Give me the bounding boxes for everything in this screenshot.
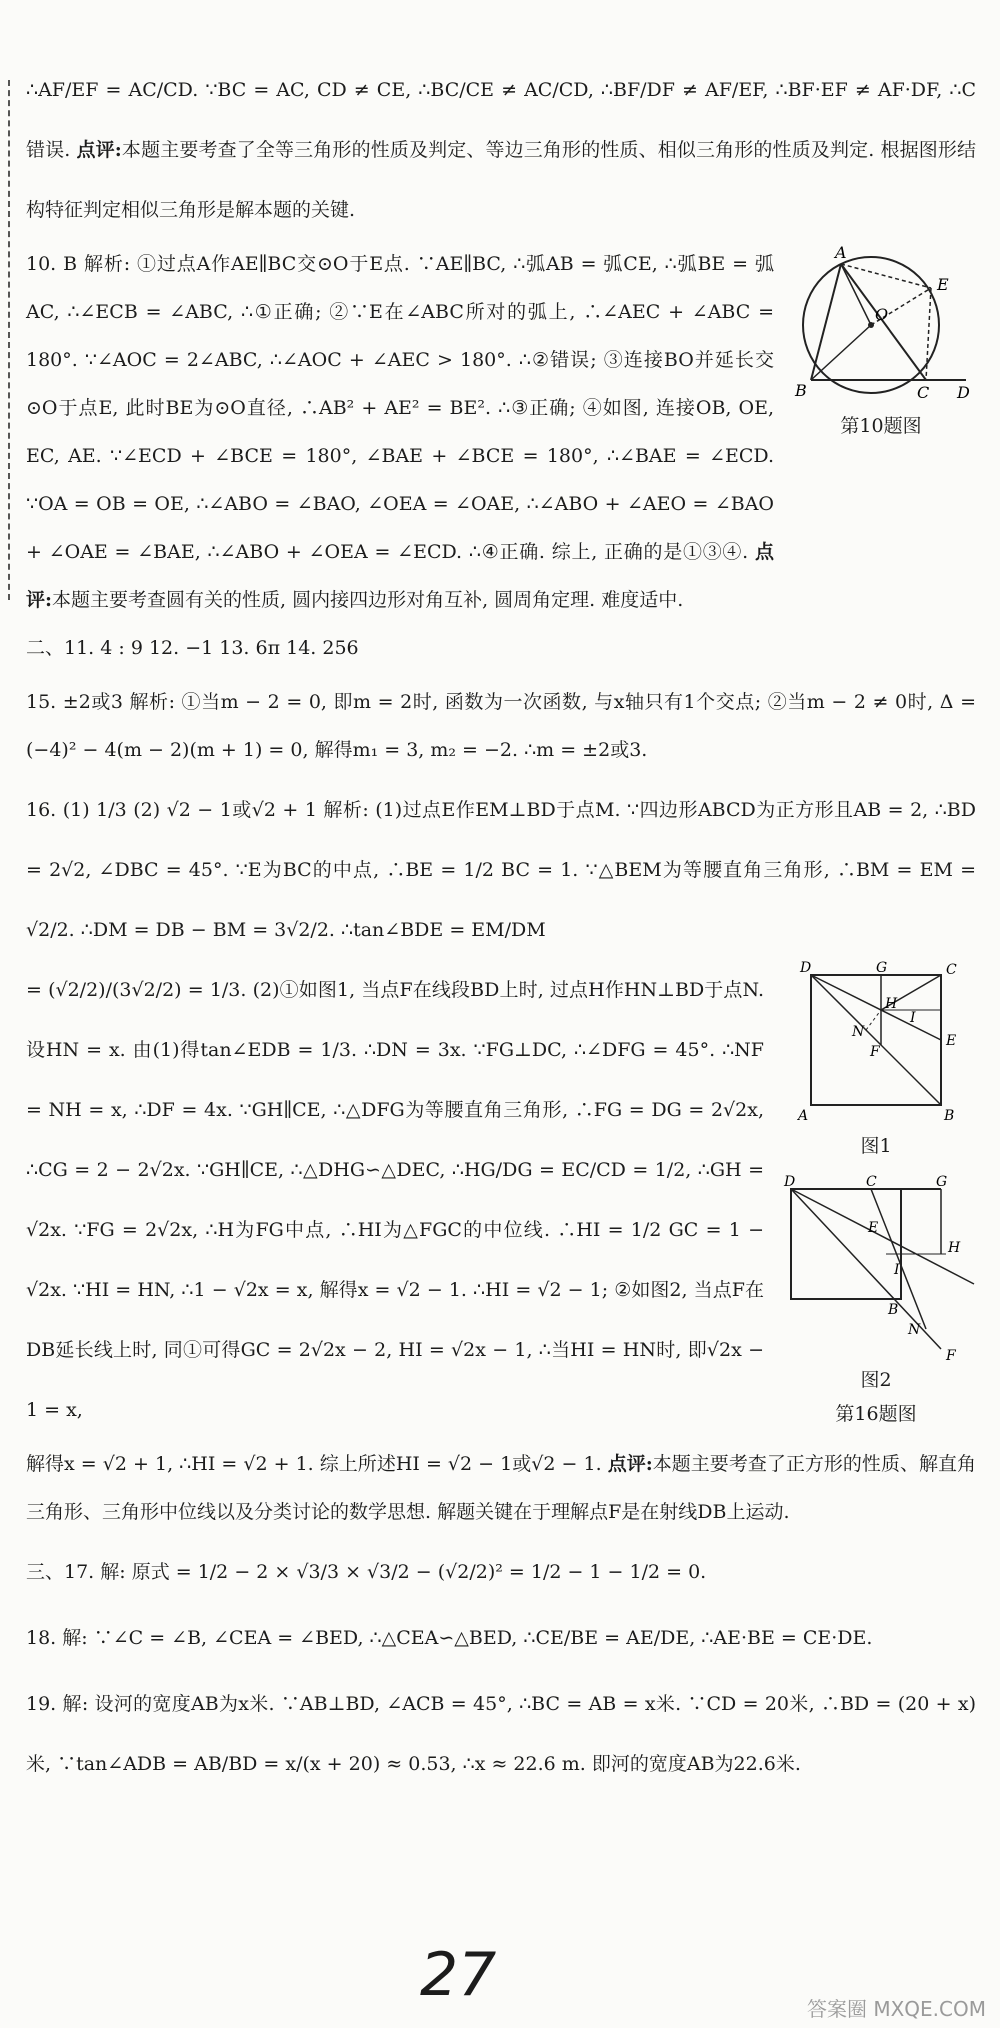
comment-label: 点评:	[76, 139, 122, 161]
q16-part1: 16. (1) 1/3 (2) √2 − 1或√2 + 1 解析: (1)过点E作EM⊥BD于点M. ∵四边形ABCD为正方形且AB = 2, ∴BD = 2√2, ∠DBC = 45°. ∵E为BC的中点, ∴BE = 1/2 BC = 1. ∵△BEM为等腰直角三角形, ∴BM = EM = √2/2. ∴DM = DB − BM = 3√2/2. ∴tan∠BDE = EM/DM	[26, 799, 976, 941]
label-N: N	[908, 1322, 921, 1338]
q10-block	[26, 240, 976, 624]
circle-diagram	[791, 240, 971, 410]
q18-solution: 18. 解: ∵∠C = ∠B, ∠CEA = ∠BED, ∴△CEA∽△BED, ∴CE/BE = AE/DE, ∴AE·BE = CE·DE.	[26, 1627, 873, 1649]
q16-conclusion	[26, 1440, 976, 1536]
label-O: O	[875, 305, 889, 324]
label-B: B	[795, 381, 807, 400]
fig2-caption: 图2	[860, 1369, 892, 1391]
q9-comment: 本题主要考查了全等三角形的性质及判定、等边三角形的性质、相似三角形的性质及判定. 根据图形结构特征判定相似三角形是解本题的关键.	[26, 139, 976, 221]
label-G: G	[936, 1174, 948, 1190]
comment-label: 点评:	[26, 541, 774, 611]
square-diagram-1	[786, 960, 966, 1130]
label-F: F	[946, 1348, 956, 1364]
label-C: C	[946, 962, 957, 978]
q16-part2: = (√2/2)/(3√2/2) = 1/3. (2)①如图1, 当点F在线段BD上时, 过点H作HN⊥BD于点N. 设HN = x. 由(1)得tan∠EDB = 1/3. ∴DN = 3x. ∵FG⊥DC, ∴∠DFG = 45°. ∴NF = NH = x, ∴DF = 4x. ∵GH∥CE, ∴△DFG为等腰直角三角形, ∴FG = DG = 2√2x, ∴CG = 2 − 2√2x. ∵GH∥CE, ∴△DHG∽△DEC, ∴HG/DG = EC/CD = 1/2, ∴GH = √2x. ∵FG = 2√2x, ∴H为FG中点, ∴HI为△FGC的中位线. ∴HI = 1/2 GC = 1 − √2x. ∵HI = HN, ∴1 − √2x = x, 解得x = √2 − 1. ∴HI = √2 − 1; ②如图2, 当点F在DB延长线上时, 同①可得GC = 2√2x − 2, HI = √2x − 1, ∴当HI = HN时, 即√2x − 1 = x,	[26, 979, 764, 1421]
figure-16-2	[776, 1174, 976, 1426]
fig16-caption: 第16题图	[835, 1403, 917, 1425]
label-H: H	[948, 1240, 961, 1256]
label-E: E	[937, 275, 949, 294]
comment-label: 点评:	[607, 1453, 653, 1475]
label-A: A	[798, 1108, 809, 1124]
q10-solution	[26, 240, 774, 624]
figures-q16	[776, 960, 976, 1440]
binding-margin-line	[8, 80, 10, 600]
label-F: F	[870, 1044, 880, 1060]
fig1-caption: 图1	[860, 1135, 892, 1157]
figure-16-1	[776, 960, 976, 1158]
q16-text: 解得x = √2 + 1, ∴HI = √2 + 1. 综上所述HI = √2 − 1或√2 − 1.	[26, 1453, 602, 1475]
q16-block	[26, 960, 976, 1440]
watermark-text: 答案圈 MXQE.COM	[806, 1997, 986, 2021]
square-diagram-2	[776, 1174, 976, 1364]
label-C: C	[917, 383, 930, 402]
q10-comment: 本题主要考查圆有关的性质, 圆内接四边形对角互补, 圆周角定理. 难度适中.	[52, 589, 684, 611]
fill-blank-answers: 二、11. 4 : 9 12. −1 13. 6π 14. 256	[26, 637, 359, 659]
q10-text: 10. B 解析: ①过点A作AE∥BC交⊙O于E点. ∵AE∥BC, ∴弧AB = 弧CE, ∴弧BE = 弧AC, ∴∠ECB = ∠ABC, ∴①正确; ②∵E在∠ABC所对的弧上, ∴∠AEC + ∠ABC = 180°. ∵∠AOC = 2∠ABC, ∴∠AOC + ∠AEC > 180°. ∴②错误; ③连接BO并延长交⊙O于点E, 此时BE为⊙O直径, ∴AB² + AE² = BE². ∴③正确; ④如图, 连接OB, OE, EC, AE. ∵∠ECD + ∠BCE = 180°, ∠BAE + ∠BCE = 180°, ∴∠BAE = ∠ECD. ∵OA = OB = OE, ∴∠ABO = ∠BAO, ∠OEA = ∠OAE, ∴∠ABO + ∠AEO = ∠BAO + ∠OAE = ∠BAE, ∴∠ABO + ∠OEA = ∠ECD. ∴④正确. 综上, 正确的是①③④.	[26, 253, 774, 563]
label-A: A	[835, 243, 847, 262]
q16-comment: 本题主要考查了正方形的性质、解直角三角形、三角形中位线以及分类讨论的数学思想. 解题关键在于理解点F是在射线DB上运动.	[26, 1453, 976, 1523]
page-number: 27	[420, 1940, 497, 2010]
answer-page	[26, 60, 976, 1794]
figure-q10	[786, 240, 976, 624]
label-G: G	[876, 960, 888, 976]
q9-text: ∴AF/EF = AC/CD. ∵BC = AC, CD ≠ CE, ∴BC/CE ≠ AC/CD, ∴BF/DF ≠ AF/EF, ∴BF·EF ≠ AF·DF, ∴C错误.	[26, 79, 976, 161]
label-D: D	[957, 383, 970, 402]
label-H: H	[885, 996, 898, 1012]
label-B: B	[944, 1108, 955, 1124]
label-B: B	[888, 1302, 899, 1318]
q9-conclusion	[26, 60, 976, 240]
label-N: N	[852, 1024, 865, 1040]
label-E: E	[868, 1220, 879, 1236]
label-D: D	[800, 960, 812, 976]
label-I: I	[894, 1262, 900, 1278]
q19-solution: 19. 解: 设河的宽度AB为x米. ∵AB⊥BD, ∠ACB = 45°, ∴BC = AB = x米. ∵CD = 20米, ∴BD = (20 + x)米, ∵tan∠ADB = AB/BD = x/(x + 20) ≈ 0.53, ∴x ≈ 22.6 m. 即河的宽度AB为22.6米.	[26, 1693, 976, 1775]
fig10-caption: 第10题图	[840, 415, 922, 437]
q17-solution: 三、17. 解: 原式 = 1/2 − 2 × √3/3 × √3/2 − (√2/2)² = 1/2 − 1 − 1/2 = 0.	[26, 1561, 707, 1583]
label-D: D	[784, 1174, 796, 1190]
label-E: E	[946, 1033, 957, 1049]
label-I: I	[910, 1010, 916, 1026]
q15-solution: 15. ±2或3 解析: ①当m − 2 = 0, 即m = 2时, 函数为一次函数, 与x轴只有1个交点; ②当m − 2 ≠ 0时, Δ = (−4)² − 4(m − 2)(m + 1) = 0, 解得m₁ = 3, m₂ = −2. ∴m = ±2或3.	[26, 691, 976, 761]
label-C: C	[866, 1174, 877, 1190]
